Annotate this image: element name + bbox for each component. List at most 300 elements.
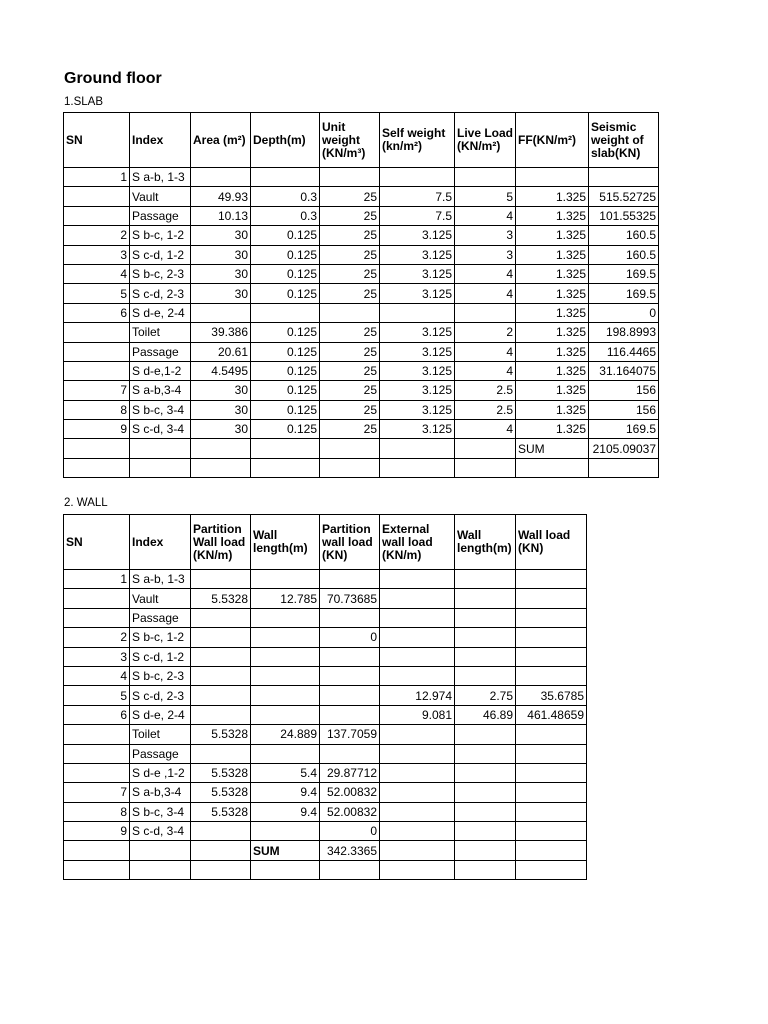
slab-table-row: [64, 284, 659, 303]
wall-table-row: [64, 570, 587, 589]
wall-table-row: [64, 647, 587, 666]
wall-table-cell: [455, 589, 516, 608]
wall-table-cell: [191, 860, 251, 879]
wall-table-cell: [455, 628, 516, 647]
wall-table-row: [64, 802, 587, 821]
wall-header-cell: Index: [130, 515, 191, 570]
wall-table-cell: 5.5328: [191, 589, 251, 608]
slab-table-cell: [251, 439, 320, 458]
slab-table-cell: 156: [589, 400, 659, 419]
slab-header-cell: Unit weight (KN/m³): [320, 113, 380, 168]
wall-table-cell: 12.974: [380, 686, 455, 705]
slab-table-cell: 25: [320, 342, 380, 361]
wall-table-cell: [380, 570, 455, 589]
wall-table-cell: [516, 666, 587, 685]
wall-table-cell: [251, 860, 320, 879]
wall-table-row: [64, 822, 587, 841]
wall-table-cell: 461.48659: [516, 705, 587, 724]
wall-table-cell: [64, 860, 130, 879]
wall-table-cell: [455, 666, 516, 685]
wall-table-cell: [191, 841, 251, 860]
slab-table-cell: 4: [455, 284, 516, 303]
wall-table-cell: 5.4: [251, 763, 320, 782]
slab-header-cell: Area (m²): [191, 113, 251, 168]
wall-table-row: [64, 608, 587, 627]
wall-table-row: [64, 628, 587, 647]
slab-table-cell: 160.5: [589, 226, 659, 245]
slab-table-row: [64, 400, 659, 419]
slab-header-cell: FF(KN/m²): [516, 113, 589, 168]
wall-table-cell: [516, 860, 587, 879]
slab-table-cell: 1.325: [516, 284, 589, 303]
slab-table-row: [64, 323, 659, 342]
slab-table-cell: 25: [320, 323, 380, 342]
slab-table-cell: 4: [455, 420, 516, 439]
wall-table-cell: [516, 570, 587, 589]
slab-table-cell: 25: [320, 206, 380, 225]
wall-table-cell: 29.87712: [320, 763, 380, 782]
slab-table-cell: 20.61: [191, 342, 251, 361]
wall-table-cell: [455, 725, 516, 744]
wall-table-cell: [251, 647, 320, 666]
slab-table-cell: 0.125: [251, 400, 320, 419]
slab-table-cell: [64, 458, 130, 477]
wall-header-row: [64, 515, 587, 570]
wall-table-row: [64, 589, 587, 608]
slab-table-cell: 1.325: [516, 420, 589, 439]
wall-table-cell: 6: [64, 705, 130, 724]
slab-table-cell: [380, 168, 455, 187]
wall-table-cell: 5.5328: [191, 763, 251, 782]
wall-table-cell: [320, 705, 380, 724]
slab-table-cell: [589, 168, 659, 187]
wall-table-cell: [380, 608, 455, 627]
wall-table-cell: Passage: [130, 744, 191, 763]
wall-table-cell: 35.6785: [516, 686, 587, 705]
slab-table-cell: [191, 439, 251, 458]
slab-table-cell: S b-c, 3-4: [130, 400, 191, 419]
wall-table-cell: S d-e ,1-2: [130, 763, 191, 782]
wall-table-cell: [455, 841, 516, 860]
wall-section-title: 2. WALL: [64, 497, 108, 509]
wall-table-cell: [191, 608, 251, 627]
wall-table-cell: S b-c, 1-2: [130, 628, 191, 647]
wall-table-cell: 342.3365: [320, 841, 380, 860]
slab-table-cell: 3: [455, 245, 516, 264]
slab-table: [63, 112, 659, 478]
slab-table-cell: SUM: [516, 439, 589, 458]
slab-table-cell: 4.5495: [191, 361, 251, 380]
slab-table-cell: [64, 206, 130, 225]
wall-table-cell: [64, 589, 130, 608]
slab-table-cell: 3: [455, 226, 516, 245]
wall-table-cell: [455, 608, 516, 627]
slab-table-cell: 49.93: [191, 187, 251, 206]
wall-table-cell: S c-d, 2-3: [130, 686, 191, 705]
wall-table-cell: S a-b,3-4: [130, 783, 191, 802]
wall-table-cell: [516, 589, 587, 608]
slab-table-cell: 3.125: [380, 245, 455, 264]
slab-table-cell: Passage: [130, 342, 191, 361]
slab-table-cell: 0.125: [251, 361, 320, 380]
slab-table-cell: [130, 458, 191, 477]
wall-table-cell: [455, 570, 516, 589]
slab-table-row: [64, 168, 659, 187]
wall-table-cell: Toilet: [130, 725, 191, 744]
wall-table-cell: [191, 666, 251, 685]
wall-table-cell: [320, 744, 380, 763]
wall-table-cell: [516, 841, 587, 860]
wall-table-cell: [251, 705, 320, 724]
wall-table-cell: [191, 705, 251, 724]
slab-table-cell: [191, 168, 251, 187]
wall-table-cell: [64, 744, 130, 763]
slab-table-cell: [455, 458, 516, 477]
wall-table-cell: [516, 725, 587, 744]
slab-table-cell: 0.125: [251, 264, 320, 283]
slab-table-cell: 169.5: [589, 420, 659, 439]
slab-table-cell: 3.125: [380, 381, 455, 400]
slab-table-cell: 0.125: [251, 381, 320, 400]
wall-table-cell: S d-e, 2-4: [130, 705, 191, 724]
slab-table-row: [64, 226, 659, 245]
slab-table-row: [64, 303, 659, 322]
slab-table-cell: 10.13: [191, 206, 251, 225]
slab-table-cell: 4: [455, 342, 516, 361]
page-title: Ground floor: [64, 70, 162, 87]
slab-table-cell: 6: [64, 303, 130, 322]
wall-table-cell: S a-b, 1-3: [130, 570, 191, 589]
wall-table-cell: 24.889: [251, 725, 320, 744]
slab-table-cell: 2.5: [455, 381, 516, 400]
slab-table-cell: 4: [455, 264, 516, 283]
wall-table-row: [64, 763, 587, 782]
slab-table-cell: 3.125: [380, 342, 455, 361]
slab-table-cell: 1.325: [516, 342, 589, 361]
slab-table-cell: [380, 439, 455, 458]
wall-table-cell: [380, 647, 455, 666]
wall-table-cell: [455, 783, 516, 802]
wall-table-cell: [130, 860, 191, 879]
wall-table-cell: [251, 608, 320, 627]
slab-table-row: [64, 342, 659, 361]
wall-table-cell: [251, 686, 320, 705]
slab-table-cell: 4: [455, 206, 516, 225]
slab-table-cell: S c-d, 3-4: [130, 420, 191, 439]
wall-table-cell: [191, 744, 251, 763]
wall-table-row: [64, 725, 587, 744]
slab-table-cell: 0.125: [251, 342, 320, 361]
wall-table-cell: [320, 647, 380, 666]
slab-table-cell: 2: [455, 323, 516, 342]
slab-table-cell: [320, 303, 380, 322]
wall-table-cell: [380, 802, 455, 821]
slab-table-cell: 1.325: [516, 323, 589, 342]
wall-table-cell: S b-c, 3-4: [130, 802, 191, 821]
wall-table-cell: 0: [320, 628, 380, 647]
slab-table-cell: [64, 439, 130, 458]
wall-table-cell: 9: [64, 822, 130, 841]
slab-table-cell: 0.3: [251, 187, 320, 206]
slab-table-cell: 160.5: [589, 245, 659, 264]
wall-table-cell: 0: [320, 822, 380, 841]
slab-table-cell: 0.125: [251, 420, 320, 439]
wall-table-cell: 8: [64, 802, 130, 821]
slab-table-cell: 1.325: [516, 264, 589, 283]
wall-table-cell: 46.89: [455, 705, 516, 724]
slab-table-cell: 3.125: [380, 361, 455, 380]
wall-table-cell: [320, 570, 380, 589]
slab-table-cell: [64, 342, 130, 361]
slab-table-row: [64, 439, 659, 458]
slab-table-cell: Passage: [130, 206, 191, 225]
wall-table-cell: [251, 628, 320, 647]
wall-header-cell: SN: [64, 515, 130, 570]
slab-header-cell: Index: [130, 113, 191, 168]
slab-table-cell: S a-b,3-4: [130, 381, 191, 400]
slab-table-cell: S c-d, 1-2: [130, 245, 191, 264]
wall-table-cell: [130, 841, 191, 860]
wall-table-cell: [251, 570, 320, 589]
slab-table-cell: 156: [589, 381, 659, 400]
slab-table-cell: 30: [191, 284, 251, 303]
slab-table-cell: 30: [191, 245, 251, 264]
slab-table-cell: 4: [455, 361, 516, 380]
slab-table-cell: [516, 168, 589, 187]
wall-table-row: [64, 744, 587, 763]
slab-table-cell: 25: [320, 226, 380, 245]
wall-table-cell: [191, 570, 251, 589]
wall-table-cell: 52.00832: [320, 802, 380, 821]
slab-table-cell: 1.325: [516, 206, 589, 225]
slab-header-cell: Seismic weight of slab(KN): [589, 113, 659, 168]
wall-table-cell: [320, 608, 380, 627]
slab-table-cell: 1.325: [516, 245, 589, 264]
slab-table-cell: 39.386: [191, 323, 251, 342]
slab-table-cell: [516, 458, 589, 477]
slab-header-cell: Depth(m): [251, 113, 320, 168]
wall-table-cell: [251, 666, 320, 685]
slab-table-cell: 1.325: [516, 187, 589, 206]
wall-table-cell: [380, 783, 455, 802]
slab-table-cell: [130, 439, 191, 458]
wall-table-cell: [251, 822, 320, 841]
slab-table-cell: [251, 168, 320, 187]
wall-table-cell: [191, 822, 251, 841]
slab-table-row: [64, 458, 659, 477]
wall-table-cell: [191, 686, 251, 705]
slab-table-cell: [589, 458, 659, 477]
slab-table-row: [64, 187, 659, 206]
slab-table-cell: 30: [191, 420, 251, 439]
wall-table-cell: S b-c, 2-3: [130, 666, 191, 685]
wall-table-cell: 9.4: [251, 783, 320, 802]
wall-table-cell: [380, 589, 455, 608]
slab-table-cell: 30: [191, 226, 251, 245]
slab-table-cell: 31.164075: [589, 361, 659, 380]
slab-header-cell: Self weight (kn/m²): [380, 113, 455, 168]
slab-table-cell: [380, 458, 455, 477]
slab-table-cell: 2105.09037: [589, 439, 659, 458]
wall-table-row: [64, 841, 587, 860]
slab-table-cell: 3: [64, 245, 130, 264]
wall-table-cell: [380, 763, 455, 782]
slab-table-row: [64, 245, 659, 264]
slab-table-cell: 116.4465: [589, 342, 659, 361]
wall-table-row: [64, 860, 587, 879]
slab-table-cell: 169.5: [589, 264, 659, 283]
slab-table-cell: 3.125: [380, 226, 455, 245]
slab-section-title: 1.SLAB: [64, 96, 103, 108]
wall-header-cell: Wall length(m): [251, 515, 320, 570]
slab-table-row: [64, 206, 659, 225]
wall-table-row: [64, 705, 587, 724]
slab-table-cell: 5: [64, 284, 130, 303]
wall-table-cell: 9.4: [251, 802, 320, 821]
wall-table-cell: [320, 860, 380, 879]
slab-table-cell: 3.125: [380, 264, 455, 283]
wall-table-cell: 12.785: [251, 589, 320, 608]
slab-table-cell: 101.55325: [589, 206, 659, 225]
wall-table-cell: [380, 725, 455, 744]
wall-table-row: [64, 783, 587, 802]
slab-table-cell: 0.125: [251, 284, 320, 303]
slab-table-cell: [64, 187, 130, 206]
wall-table-cell: 9.081: [380, 705, 455, 724]
wall-header-cell: External wall load (KN/m): [380, 515, 455, 570]
wall-table-cell: [64, 763, 130, 782]
slab-table-cell: S d-e, 2-4: [130, 303, 191, 322]
wall-table-cell: [455, 647, 516, 666]
wall-table-cell: 5.5328: [191, 802, 251, 821]
wall-table-cell: [380, 628, 455, 647]
wall-table-cell: [455, 822, 516, 841]
wall-table-cell: [380, 666, 455, 685]
wall-table-cell: [516, 802, 587, 821]
slab-header-row: [64, 113, 659, 168]
slab-table-cell: S c-d, 2-3: [130, 284, 191, 303]
wall-table-cell: [380, 822, 455, 841]
wall-table-cell: [191, 647, 251, 666]
wall-table-cell: 52.00832: [320, 783, 380, 802]
slab-table-cell: 3.125: [380, 323, 455, 342]
slab-table-cell: Toilet: [130, 323, 191, 342]
slab-table-cell: 0.125: [251, 323, 320, 342]
slab-table-cell: 0.3: [251, 206, 320, 225]
slab-table-row: [64, 264, 659, 283]
wall-table-cell: [455, 744, 516, 763]
wall-table-cell: S c-d, 1-2: [130, 647, 191, 666]
slab-table-cell: 30: [191, 264, 251, 283]
slab-table-cell: 0: [589, 303, 659, 322]
slab-table-cell: 1.325: [516, 361, 589, 380]
slab-table-cell: 3.125: [380, 284, 455, 303]
wall-table-cell: 3: [64, 647, 130, 666]
wall-table-cell: 4: [64, 666, 130, 685]
slab-table-cell: 5: [455, 187, 516, 206]
wall-table-cell: [380, 841, 455, 860]
slab-header-cell: Live Load (KN/m²): [455, 113, 516, 168]
wall-table-cell: 5.5328: [191, 725, 251, 744]
slab-table-cell: 7.5: [380, 206, 455, 225]
slab-table-cell: 25: [320, 381, 380, 400]
wall-table: [63, 514, 587, 880]
slab-table-cell: [320, 168, 380, 187]
slab-table-cell: 2: [64, 226, 130, 245]
wall-table-cell: [64, 608, 130, 627]
slab-table-cell: 1.325: [516, 381, 589, 400]
slab-table-cell: 25: [320, 420, 380, 439]
wall-table-cell: S c-d, 3-4: [130, 822, 191, 841]
wall-table-cell: [64, 841, 130, 860]
slab-table-cell: [251, 303, 320, 322]
wall-table-cell: 70.73685: [320, 589, 380, 608]
wall-table-cell: 2: [64, 628, 130, 647]
slab-table-cell: S b-c, 1-2: [130, 226, 191, 245]
wall-table-cell: [320, 666, 380, 685]
slab-table-cell: 25: [320, 245, 380, 264]
wall-table-cell: 1: [64, 570, 130, 589]
slab-table-cell: 30: [191, 400, 251, 419]
wall-table-cell: Vault: [130, 589, 191, 608]
slab-table-cell: [455, 303, 516, 322]
slab-table-cell: 3.125: [380, 420, 455, 439]
slab-table-cell: 25: [320, 264, 380, 283]
wall-table-cell: [516, 822, 587, 841]
wall-header-cell: Partition Wall load (KN/m): [191, 515, 251, 570]
wall-table-row: [64, 666, 587, 685]
wall-table-cell: [516, 763, 587, 782]
slab-table-cell: 25: [320, 284, 380, 303]
wall-table-cell: [251, 744, 320, 763]
wall-table-cell: [455, 802, 516, 821]
slab-table-cell: [64, 361, 130, 380]
wall-table-cell: 137.7059: [320, 725, 380, 744]
slab-table-cell: S d-e,1-2: [130, 361, 191, 380]
wall-table-cell: [380, 744, 455, 763]
slab-table-cell: [320, 458, 380, 477]
slab-table-cell: [191, 458, 251, 477]
slab-table-cell: 169.5: [589, 284, 659, 303]
wall-table-cell: [455, 763, 516, 782]
slab-table-cell: 7.5: [380, 187, 455, 206]
slab-table-cell: 25: [320, 187, 380, 206]
slab-table-cell: 4: [64, 264, 130, 283]
slab-table-cell: 30: [191, 381, 251, 400]
wall-header-cell: Wall length(m): [455, 515, 516, 570]
slab-table-cell: 1: [64, 168, 130, 187]
slab-table-cell: 8: [64, 400, 130, 419]
slab-table-cell: S b-c, 2-3: [130, 264, 191, 283]
slab-table-cell: 515.52725: [589, 187, 659, 206]
slab-table-cell: [380, 303, 455, 322]
slab-table-cell: [191, 303, 251, 322]
slab-table-cell: 1.325: [516, 226, 589, 245]
slab-table-cell: 198.8993: [589, 323, 659, 342]
slab-table-cell: 0.125: [251, 226, 320, 245]
slab-table-row: [64, 361, 659, 380]
wall-table-cell: 5: [64, 686, 130, 705]
wall-header-cell: Partition wall load (KN): [320, 515, 380, 570]
wall-table-cell: [516, 608, 587, 627]
wall-table-cell: [516, 647, 587, 666]
slab-table-cell: [251, 458, 320, 477]
slab-table-row: [64, 420, 659, 439]
slab-table-cell: [455, 439, 516, 458]
wall-table-cell: 7: [64, 783, 130, 802]
slab-table-cell: Vault: [130, 187, 191, 206]
slab-table-cell: 3.125: [380, 400, 455, 419]
